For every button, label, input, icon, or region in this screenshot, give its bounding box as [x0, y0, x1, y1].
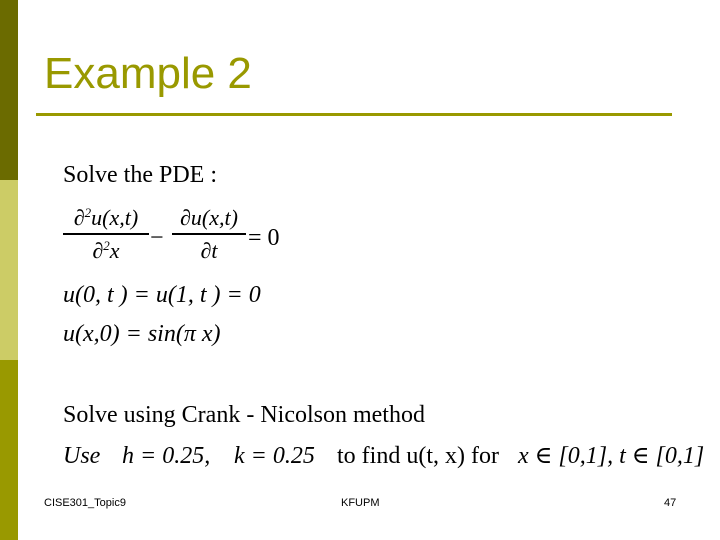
equals-zero: = 0	[248, 225, 280, 251]
side-bar-top	[0, 0, 18, 180]
fraction-denominator: ∂$^2$x	[92, 237, 120, 263]
fraction-bar	[172, 233, 246, 235]
fraction-numerator: ∂u(x,t)	[180, 205, 238, 230]
boundary-condition: u(0, t ) = u(1, t ) = 0	[63, 282, 261, 308]
side-bar-bottom	[0, 360, 18, 540]
fraction-time-derivative	[172, 207, 246, 262]
minus-sign: −	[150, 225, 164, 251]
footer-course: CISE301_Topic9	[44, 497, 126, 509]
side-bar-middle	[0, 180, 18, 360]
title-underline	[36, 113, 672, 116]
footer-page-number: 47	[664, 497, 677, 509]
fraction-numerator: ∂$^2$u(x,t)	[73, 205, 139, 230]
method-line: Solve using Crank - Nicolson method	[63, 402, 425, 428]
domain-text: x ∈ [0,1], t ∈ [0,1]	[518, 443, 705, 469]
slide-title: Example 2	[44, 49, 252, 98]
step-k: k = 0.25	[234, 443, 315, 469]
use-word: Use	[63, 443, 101, 469]
fraction-denominator: ∂t	[200, 237, 218, 263]
initial-condition: u(x,0) = sin(π x)	[63, 321, 221, 347]
fraction-bar	[63, 233, 149, 235]
footer-institution: KFUPM	[341, 497, 380, 509]
step-h: h = 0.25,	[122, 443, 211, 469]
find-text: to find u(t, x) for	[337, 443, 499, 469]
solve-label: Solve the PDE :	[63, 162, 217, 188]
fraction-second-derivative	[63, 207, 149, 262]
